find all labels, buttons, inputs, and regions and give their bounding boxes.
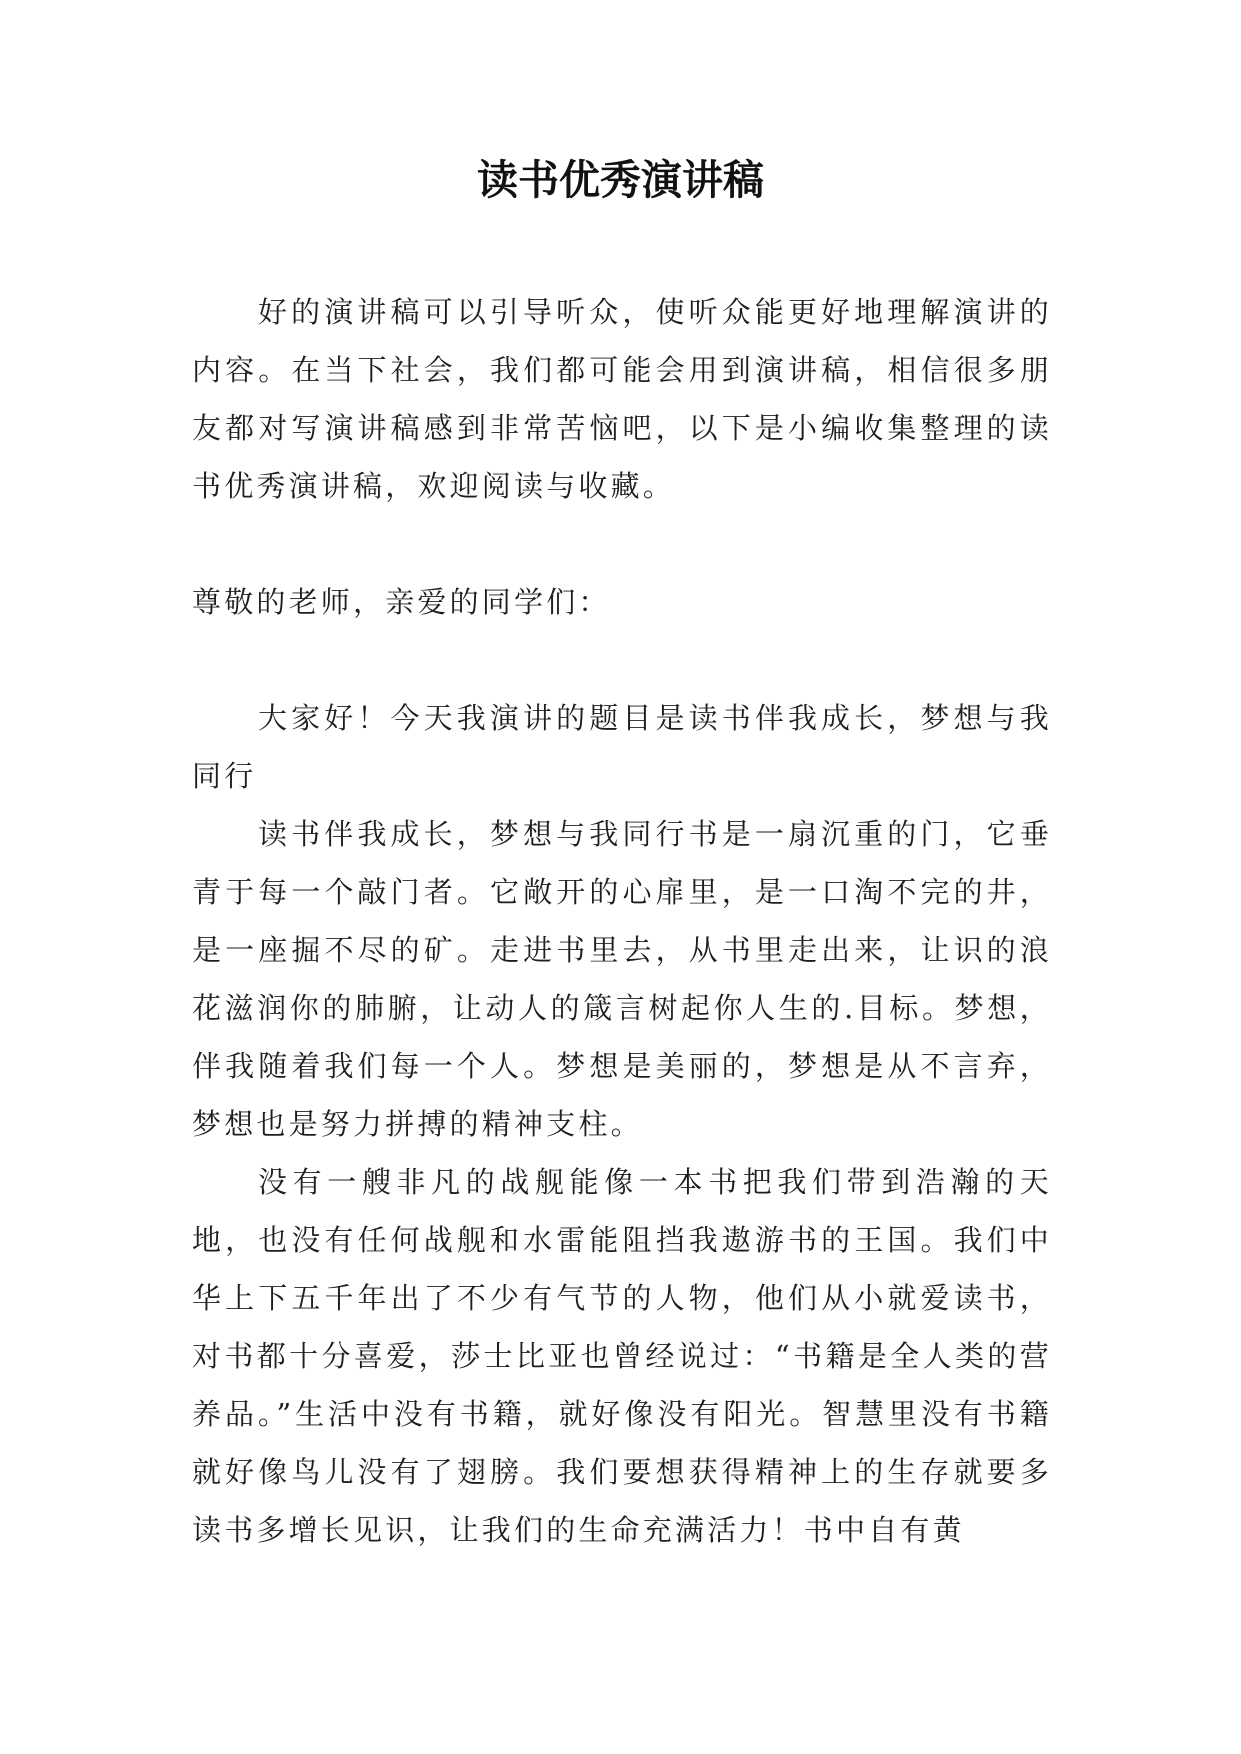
opening-paragraph: 大家好！今天我演讲的题目是读书伴我成长，梦想与我同行 (192, 701, 1052, 793)
body-paragraph: 读书伴我成长，梦想与我同行书是一扇沉重的门，它垂青于每一个敲门者。它敞开的心扉里，是一口淘不完的井，是一座掘不尽的矿。走进书里去，从书里走出来，让识的浪花滋润你的肺腑，让动人的箴言树起你人生的.目标。梦想，伴我随着我们每一个人。梦想是美丽的，梦想是从不言弃，梦想也是努力拼搏的精神支柱。 (192, 817, 1052, 1141)
document-title: 读书优秀演讲稿 (477, 156, 764, 204)
body-paragraph: 没有一艘非凡的战舰能像一本书把我们带到浩瀚的天地，也没有任何战舰和水雷能阻挡我遨游书的王国。我们中华上下五千年出了不少有气节的人物，他们从小就爱读书，对书都十分喜爱，莎士比亚也曾经说过：“书籍是全人类的营养品。”生活中没有书籍，就好像没有阳光。智慧里没有书籍就好像鸟儿没有了翅膀。我们要想获得精神上的生存就要多读书多增长见识，让我们的生命充满活力！书中自有黄 (192, 1165, 1052, 1547)
document-body (192, 283, 1052, 1559)
intro-paragraph: 好的演讲稿可以引导听众，使听众能更好地理解演讲的内容。在当下社会，我们都可能会用到演讲稿，相信很多朋友都对写演讲稿感到非常苦恼吧，以下是小编收集整理的读书优秀演讲稿，欢迎阅读与收藏。 (192, 295, 1052, 503)
salutation: 尊敬的老师，亲爱的同学们： (192, 585, 611, 619)
